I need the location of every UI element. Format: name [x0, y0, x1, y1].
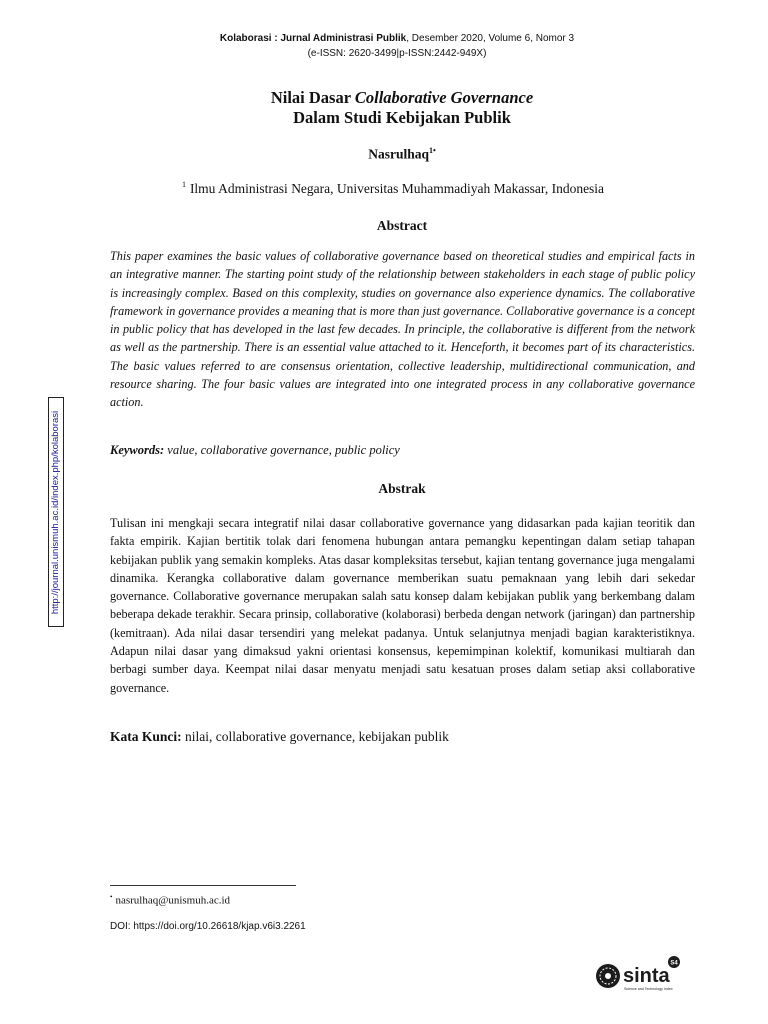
keywords	[110, 443, 695, 458]
journal-issn: (e-ISSN: 2620-3499|p-ISSN:2442-949X)	[307, 48, 487, 59]
sinta-wordmark: sinta	[623, 965, 670, 987]
footnote-marker: •	[110, 893, 113, 901]
paper-title-line1	[0, 88, 768, 108]
sinta-badge-text: S4	[670, 960, 678, 967]
affiliation-text: Ilmu Administrasi Negara, Universitas Muhammadiyah Makassar, Indonesia	[189, 181, 605, 196]
title-prefix: Nilai Dasar	[270, 88, 355, 107]
doi-link[interactable]: DOI: https://doi.org/10.26618/kjap.v6i3.2261	[110, 921, 306, 932]
journal-header	[13, 33, 768, 44]
journal-url-link[interactable]: http://journal.unismuh.ac.id/index.php/kolaborasi	[50, 410, 62, 614]
footnote	[110, 893, 230, 907]
abstract-heading: Abstract	[376, 218, 428, 233]
abstrak-heading: Abstrak	[378, 481, 426, 496]
paper-title-line2: Dalam Studi Kebijakan Publik	[293, 108, 511, 127]
footnote-divider	[110, 885, 296, 886]
kata-kunci	[110, 729, 695, 745]
keywords-label: Keywords:	[110, 443, 165, 457]
abstrak-body: Tulisan ini mengkaji secara integratif nilai dasar collaborative governance yang didasarkan pada kajian teoritik dan fakta empirik. Kajian bertitik tolak dari fenomena hubungan antara pemangku kepentingan dalam setiap tahapan kebijakan publik yang semakin kompleks. Atas dasar kompleksitas tersebut, kajian tentang governance juga mengalami dinamika. Kerangka collaborative dalam governance memberikan suatu pemaknaan yang lebih dari sekedar governance. Collaborative governance merupakan salah satu konsep dalam kebijakan publik yang berkembang dalam beberapa dekade terakhir. Secara prinsip, collaborative (kolaborasi) berbeda dengan network (jaringan) dan partnership (kemitraan). Ada nilai dasar tersendiri yang melekat padanya. Untuk selanjutnya menjadi bagian karakteristiknya. Adapun nilai dasar yang dimaksud yakni orientasi konsensus, kepemimpinan kolektif, komunikasi multiarah dan berbagi sumber daya. Keempat nilai dasar menyatu menjadi satu kesatuan proses dalam setiap aksi collaborative governance.	[110, 516, 695, 695]
footnote-email[interactable]: nasrulhaq@unismuh.ac.id	[115, 894, 231, 907]
sinta-logo	[594, 954, 684, 994]
affiliation	[0, 180, 768, 197]
sinta-tagline: Science and Technology Index	[624, 987, 673, 991]
journal-name: Kolaborasi : Jurnal Administrasi Publik	[219, 33, 407, 44]
author-name: Nasrulhaq	[368, 146, 429, 162]
kata-kunci-value: nilai, collaborative governance, kebijakan publik	[181, 729, 449, 744]
journal-issue: , Desember 2020, Volume 6, Nomor 3	[406, 33, 575, 44]
affiliation-marker: 1	[181, 180, 186, 189]
journal-url-sidebar[interactable]	[48, 397, 64, 627]
kata-kunci-label: Kata Kunci:	[110, 729, 182, 744]
title-italic: Collaborative Governance	[354, 88, 534, 107]
author	[0, 146, 768, 163]
abstract-body: This paper examines the basic values of collaborative governance based on theoretical studies and empirical facts in an integrative manner. The starting point study of the relationship between stakeholders in each stage of public policy is increasingly complex. Based on this complexity, studies on governance also experience dynamics. The collaborative framework in governance provides a meaning that is more than just governance. Collaborative governance is a concept in public policy that has developed in the last few decades. In principle, the collaborative is different from the network as well as the partnership. There is an essential value attached to it. Henceforth, it becomes part of its characteristics. The basic values referred to are consensus orientation, collective leadership, multidirectional communication, and resource sharing. The four basic values are integrated into one integrated process in any collaborative governance action.	[110, 249, 695, 410]
author-marker: 1•	[428, 146, 436, 155]
keywords-value: value, collaborative governance, public policy	[164, 443, 400, 457]
